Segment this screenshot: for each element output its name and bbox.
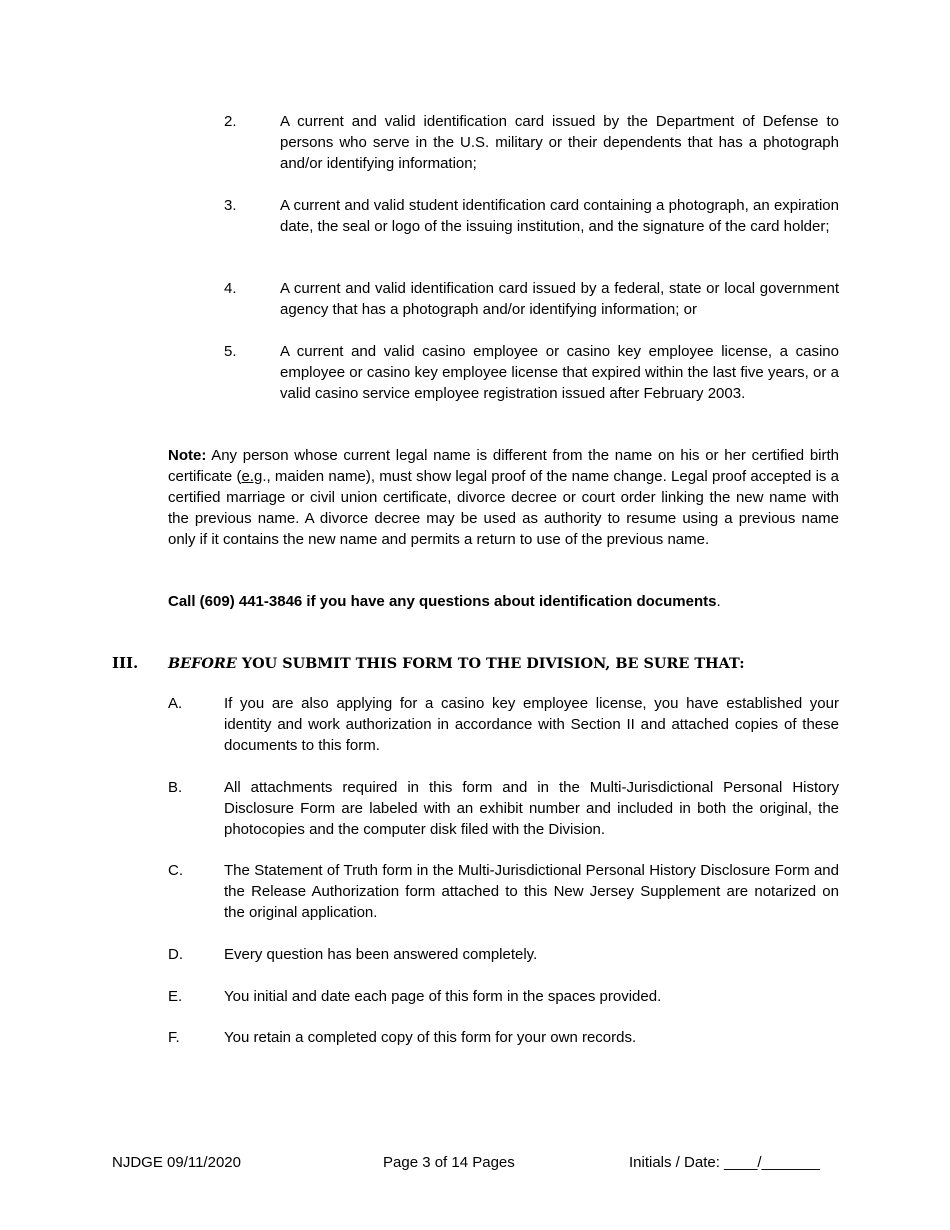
call-line — [168, 591, 839, 612]
id-list-item — [224, 341, 839, 404]
id-list-item — [224, 278, 839, 320]
call-end: . — [716, 593, 721, 610]
checklist-letter: F. — [168, 1029, 180, 1046]
checklist-text: You retain a completed copy of this form for your own records. — [224, 1029, 637, 1046]
footer-form-id: NJDGE 09/11/2020 — [112, 1154, 241, 1171]
note-eg: e.g — [241, 468, 263, 485]
checklist-item — [168, 777, 839, 840]
call-text: Call (609) 441-3846 if you have any questions about identification documents — [168, 593, 717, 610]
checklist-item — [168, 860, 839, 923]
footer-page-number: Page 3 of 14 Pages — [383, 1154, 515, 1171]
section-title-rest: YOU SUBMIT THIS FORM TO THE DIVISION, BE SURE THAT: — [236, 655, 745, 672]
checklist-item — [168, 944, 839, 965]
list-number: 3. — [224, 197, 237, 214]
footer-initials-date: Initials / Date: ____/_______ — [629, 1154, 820, 1171]
checklist-letter: D. — [168, 946, 183, 963]
checklist-letter: A. — [168, 695, 183, 712]
note-text-after: ., maiden name), must show legal proof of the name change. Legal proof accepted is a certified marriage or civil union certificate, divorce decree or court order linking the new name with the previous name. A divorce decree may be used as authority to resume using a previous name only if it contains the new name and permits a return to use of the previous name. — [168, 468, 839, 548]
id-list-item — [224, 111, 839, 174]
checklist-item — [168, 1027, 839, 1048]
checklist-letter: B. — [168, 779, 183, 796]
list-number: 5. — [224, 343, 237, 360]
checklist-text: You initial and date each page of this form in the spaces provided. — [224, 988, 662, 1005]
section-title — [168, 653, 745, 674]
list-text: A current and valid identification card issued by the Department of Defense to persons who serve in the U.S. military or their dependents that has a photograph and/or identifying information; — [280, 113, 839, 172]
checklist-text: If you are also applying for a casino key employee license, you have established your identity and work authorization in accordance with Section II and attached copies of these documents to this form. — [224, 695, 839, 754]
section-number: III. — [112, 654, 139, 672]
list-text: A current and valid student identification card containing a photograph, an expiration date, the seal or logo of the issuing institution, and the signature of the card holder; — [280, 197, 839, 235]
checklist-text: The Statement of Truth form in the Multi-Jurisdictional Personal History Disclosure Form and the Release Authorization form attached to this New Jersey Supplement are notarized on the original application. — [224, 862, 839, 921]
checklist-text: Every question has been answered completely. — [224, 946, 538, 963]
checklist-letter: E. — [168, 988, 183, 1005]
id-list-item — [224, 195, 839, 237]
checklist-text: All attachments required in this form and in the Multi-Jurisdictional Personal History Disclosure Form are labeled with an exhibit number and included in both the original, the photocopies and the computer disk filed with the Division. — [224, 779, 839, 838]
list-number: 4. — [224, 280, 237, 297]
note-text-before: Any person whose current legal name is different from the name on his or her certified birth certificate ( — [168, 447, 839, 485]
list-text: A current and valid casino employee or casino key employee license, a casino employee or casino key employee license that expired within the last five years, or a valid casino service employee registration issued after February 2003. — [280, 343, 839, 402]
checklist-item — [168, 693, 839, 756]
note-label: Note: — [168, 447, 207, 464]
checklist-letter: C. — [168, 862, 183, 879]
section-title-italic: BEFORE — [168, 655, 237, 672]
note-paragraph — [168, 445, 839, 550]
list-number: 2. — [224, 113, 237, 130]
list-text: A current and valid identification card issued by a federal, state or local government agency that has a photograph and/or identifying information; or — [280, 280, 839, 318]
checklist-item — [168, 986, 839, 1007]
